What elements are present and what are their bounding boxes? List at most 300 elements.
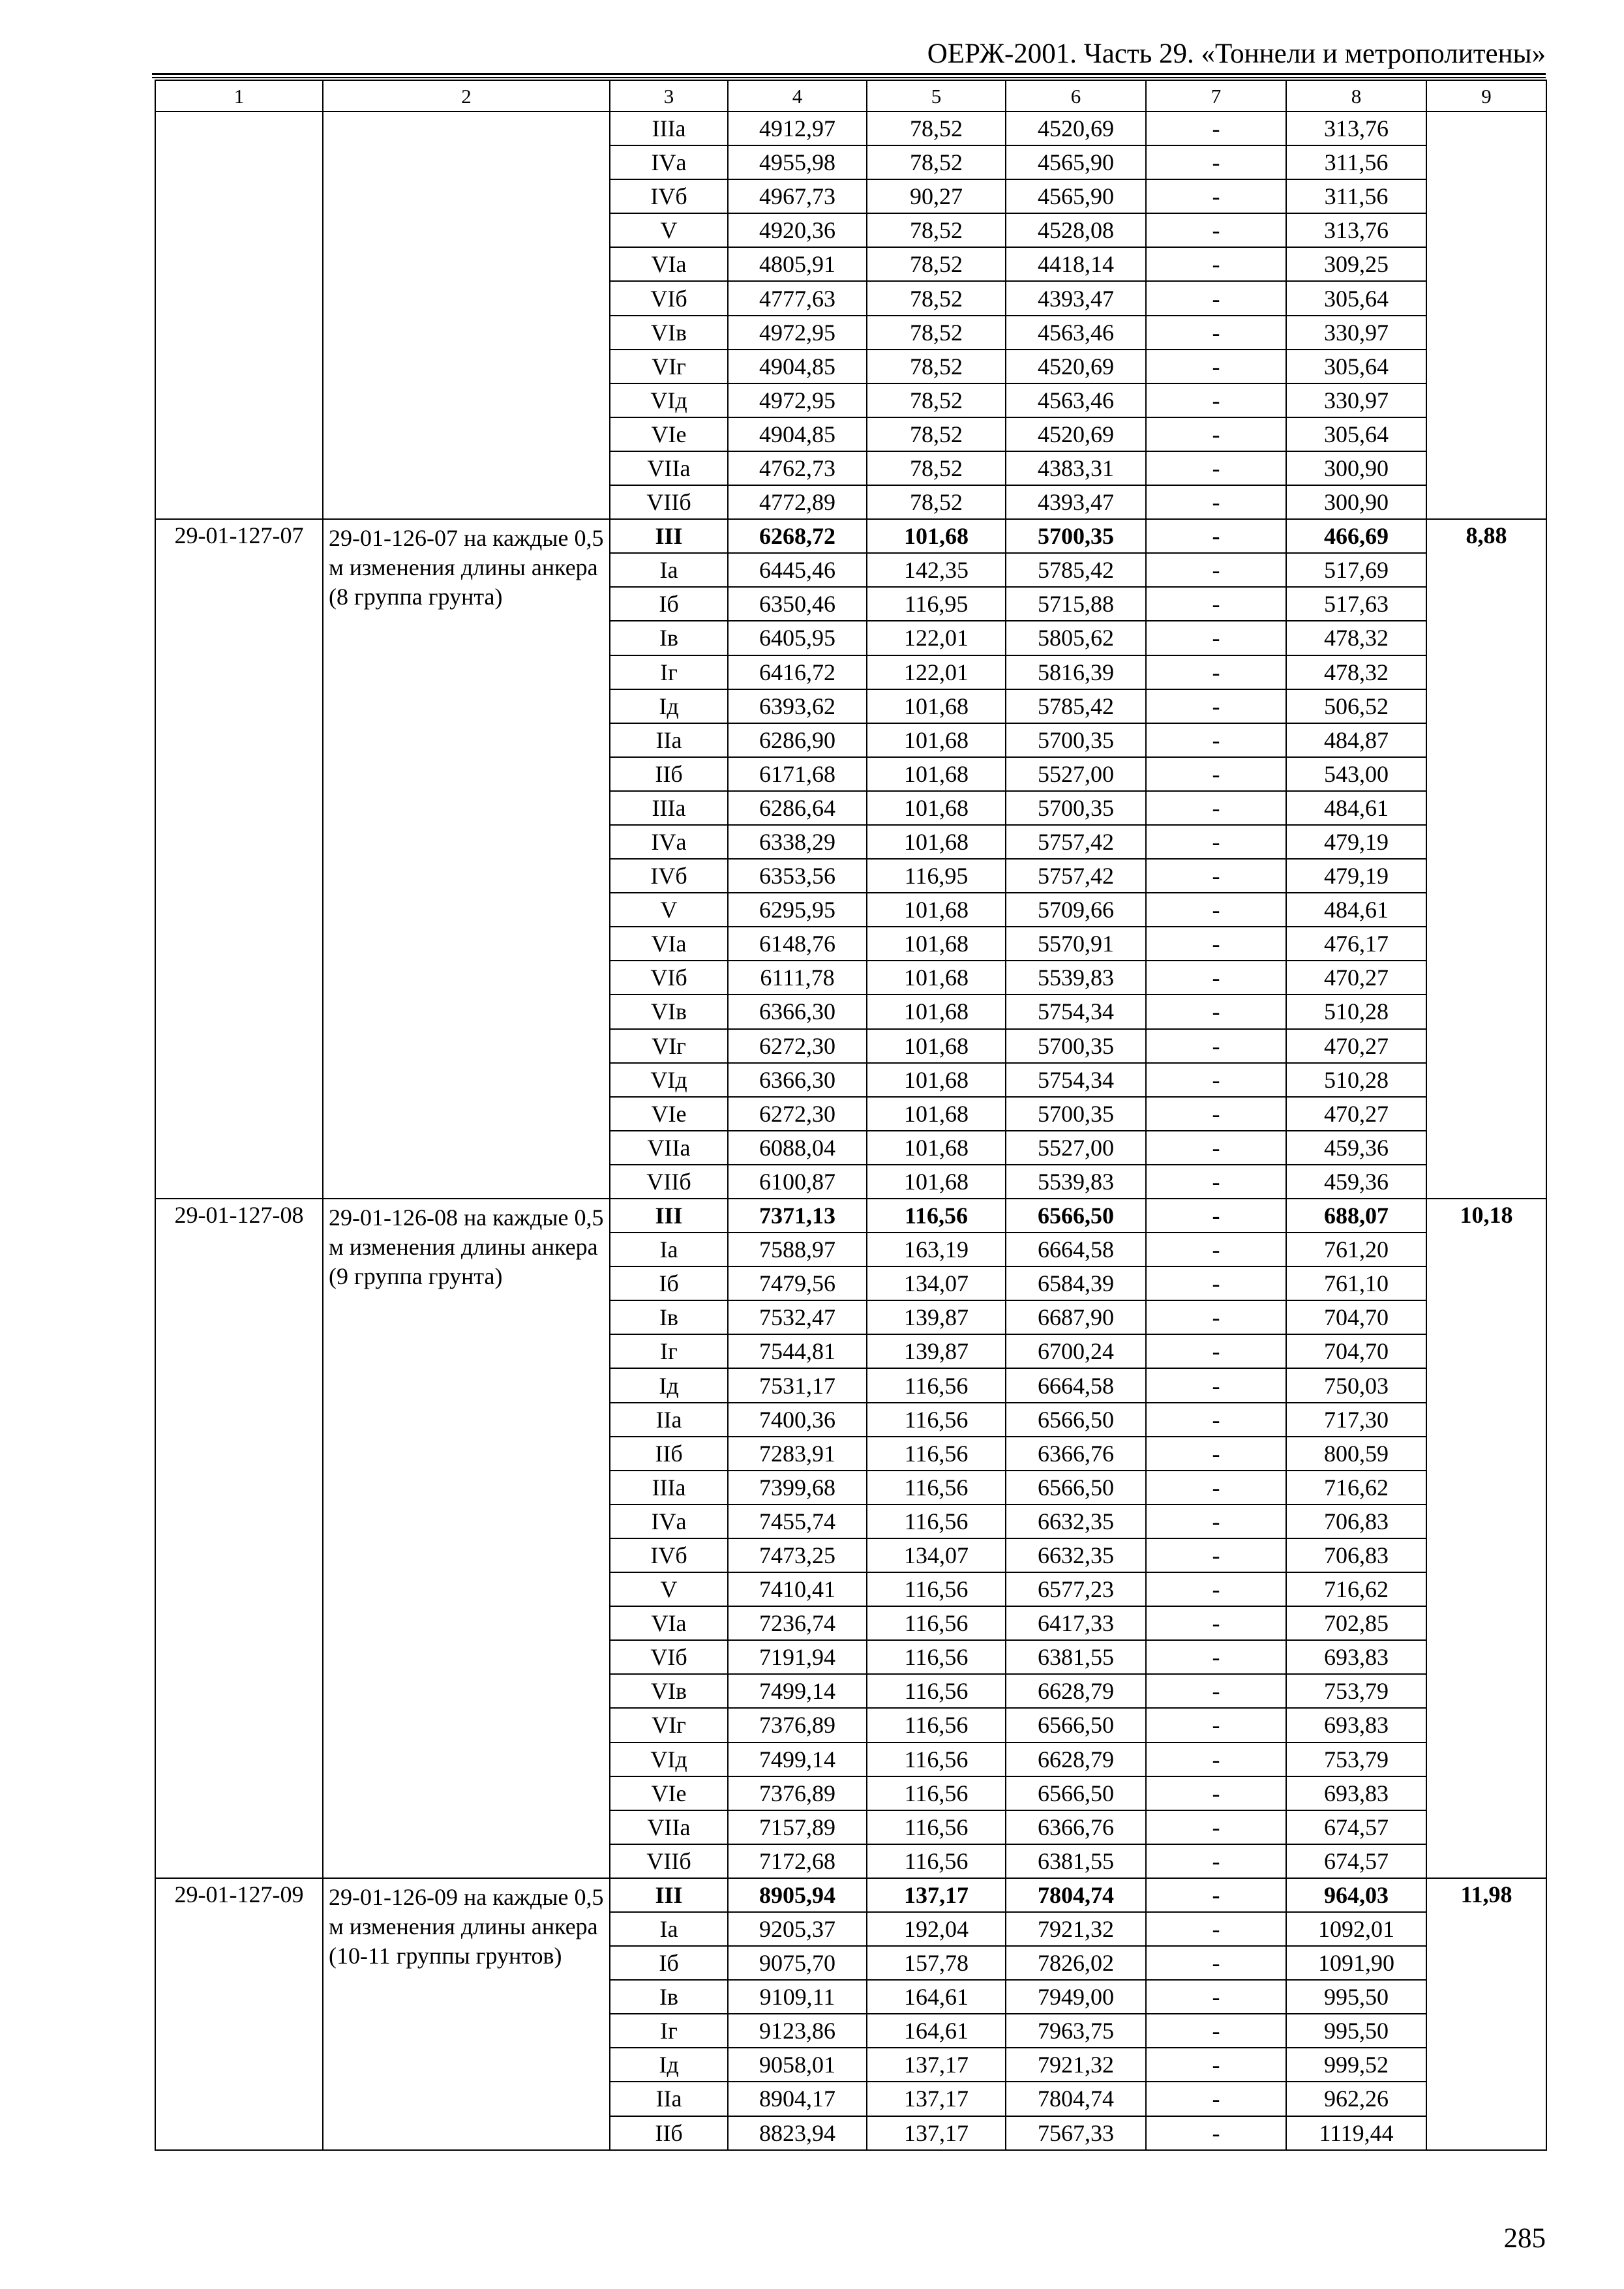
value-cell: 6366,30 <box>728 995 867 1028</box>
value-cell: 995,50 <box>1286 1980 1426 2014</box>
value-cell: 7236,74 <box>728 1606 867 1640</box>
value-cell: 6664,58 <box>1006 1368 1146 1402</box>
value-cell: 510,28 <box>1286 995 1426 1028</box>
value-cell: 8905,94 <box>728 1878 867 1912</box>
value-cell: 300,90 <box>1286 485 1426 519</box>
value-cell: 4972,95 <box>728 383 867 417</box>
value-cell: 4563,46 <box>1006 383 1146 417</box>
value-cell: 192,04 <box>867 1912 1006 1946</box>
value-cell: - <box>1146 587 1286 621</box>
value-cell: 5700,35 <box>1006 723 1146 757</box>
value-cell: 459,36 <box>1286 1131 1426 1165</box>
value-cell: 8904,17 <box>728 2082 867 2116</box>
value-cell: 7499,14 <box>728 1674 867 1708</box>
labor-cost-cell: 10,18 <box>1426 1199 1546 1878</box>
value-cell: 5754,34 <box>1006 1063 1146 1097</box>
value-cell: 116,56 <box>867 1471 1006 1504</box>
category-cell: V <box>610 1572 728 1606</box>
value-cell: 6366,76 <box>1006 1810 1146 1844</box>
value-cell: 479,19 <box>1286 859 1426 893</box>
value-cell: 761,20 <box>1286 1233 1426 1266</box>
value-cell: 116,56 <box>867 1437 1006 1471</box>
value-cell: 7544,81 <box>728 1334 867 1368</box>
category-cell: V <box>610 893 728 927</box>
value-cell: - <box>1146 1368 1286 1402</box>
value-cell: 753,79 <box>1286 1743 1426 1776</box>
value-cell: 4418,14 <box>1006 247 1146 281</box>
value-cell: 6381,55 <box>1006 1640 1146 1674</box>
category-cell: Iа <box>610 553 728 587</box>
rate-code: 29-01-127-08 <box>155 1199 323 1878</box>
category-cell: VIа <box>610 1606 728 1640</box>
rates-table <box>155 80 1547 2151</box>
value-cell: 5527,00 <box>1006 757 1146 791</box>
value-cell: 674,57 <box>1286 1810 1426 1844</box>
category-cell: Iд <box>610 689 728 723</box>
value-cell: - <box>1146 1097 1286 1131</box>
column-number: 8 <box>1286 80 1426 112</box>
value-cell: 78,52 <box>867 247 1006 281</box>
value-cell: - <box>1146 1946 1286 1980</box>
value-cell: 5700,35 <box>1006 1097 1146 1131</box>
document-title: ОЕРЖ-2001. Часть 29. «Тоннели и метрополитены» <box>927 38 1546 69</box>
value-cell: 137,17 <box>867 2116 1006 2150</box>
value-cell: 8823,94 <box>728 2116 867 2150</box>
value-cell: 478,32 <box>1286 655 1426 689</box>
value-cell: 6577,23 <box>1006 1572 1146 1606</box>
column-number-row <box>155 80 1546 112</box>
value-cell: - <box>1146 1844 1286 1878</box>
value-cell: - <box>1146 1810 1286 1844</box>
value-cell: 116,56 <box>867 1504 1006 1538</box>
value-cell: 4393,47 <box>1006 485 1146 519</box>
value-cell: 139,87 <box>867 1300 1006 1334</box>
value-cell: 6566,50 <box>1006 1471 1146 1504</box>
value-cell: - <box>1146 1199 1286 1233</box>
value-cell: 5715,88 <box>1006 587 1146 621</box>
value-cell: - <box>1146 2014 1286 2048</box>
page-number: 285 <box>1503 2223 1546 2254</box>
value-cell: 163,19 <box>867 1233 1006 1266</box>
rate-description: 29-01-126-09 на каждые 0,5 м изменения длины анкера (10-11 группы грунтов) <box>323 1878 610 2150</box>
value-cell: 693,83 <box>1286 1708 1426 1742</box>
value-cell: 674,57 <box>1286 1844 1426 1878</box>
value-cell: 78,52 <box>867 281 1006 315</box>
category-cell: VIд <box>610 1743 728 1776</box>
value-cell: 116,56 <box>867 1844 1006 1878</box>
value-cell: 4520,69 <box>1006 417 1146 451</box>
value-cell: - <box>1146 383 1286 417</box>
value-cell: 164,61 <box>867 1980 1006 2014</box>
value-cell: 5539,83 <box>1006 1165 1146 1199</box>
value-cell: - <box>1146 2048 1286 2082</box>
value-cell: 484,87 <box>1286 723 1426 757</box>
value-cell: - <box>1146 1572 1286 1606</box>
value-cell: - <box>1146 927 1286 961</box>
value-cell: 7376,89 <box>728 1708 867 1742</box>
value-cell: 4520,69 <box>1006 112 1146 145</box>
category-cell: Iг <box>610 2014 728 2048</box>
value-cell: 4520,69 <box>1006 350 1146 383</box>
value-cell: 1092,01 <box>1286 1912 1426 1946</box>
value-cell: 78,52 <box>867 112 1006 145</box>
category-cell: VIд <box>610 1063 728 1097</box>
value-cell: 78,52 <box>867 213 1006 247</box>
value-cell: 800,59 <box>1286 1437 1426 1471</box>
value-cell: 305,64 <box>1286 350 1426 383</box>
category-cell: Iг <box>610 655 728 689</box>
value-cell: - <box>1146 316 1286 350</box>
value-cell: 5539,83 <box>1006 961 1146 995</box>
category-cell: Iа <box>610 1233 728 1266</box>
category-cell: Iв <box>610 621 728 655</box>
value-cell: 101,68 <box>867 757 1006 791</box>
value-cell: 706,83 <box>1286 1504 1426 1538</box>
value-cell: 6272,30 <box>728 1097 867 1131</box>
value-cell: 1091,90 <box>1286 1946 1426 1980</box>
value-cell: 137,17 <box>867 2048 1006 2082</box>
value-cell: 470,27 <box>1286 1029 1426 1063</box>
value-cell: 6366,30 <box>728 1063 867 1097</box>
value-cell: 5754,34 <box>1006 995 1146 1028</box>
column-number: 7 <box>1146 80 1286 112</box>
value-cell: 4528,08 <box>1006 213 1146 247</box>
value-cell: 702,85 <box>1286 1606 1426 1640</box>
value-cell: 101,68 <box>867 961 1006 995</box>
category-cell: VIв <box>610 316 728 350</box>
value-cell: 6366,76 <box>1006 1437 1146 1471</box>
value-cell: 7400,36 <box>728 1403 867 1437</box>
value-cell: 704,70 <box>1286 1334 1426 1368</box>
value-cell: - <box>1146 1776 1286 1810</box>
value-cell: 116,56 <box>867 1403 1006 1437</box>
value-cell: 6286,64 <box>728 791 867 825</box>
value-cell: 6100,87 <box>728 1165 867 1199</box>
value-cell: 4565,90 <box>1006 179 1146 213</box>
category-cell: VIIб <box>610 1165 728 1199</box>
value-cell: 7191,94 <box>728 1640 867 1674</box>
value-cell: - <box>1146 859 1286 893</box>
value-cell: 9058,01 <box>728 2048 867 2082</box>
header-rule <box>152 73 1546 75</box>
column-number: 4 <box>728 80 867 112</box>
category-cell: IIб <box>610 1437 728 1471</box>
value-cell: - <box>1146 621 1286 655</box>
category-cell: IVб <box>610 859 728 893</box>
category-cell: IIа <box>610 1403 728 1437</box>
category-cell: V <box>610 213 728 247</box>
value-cell: 6584,39 <box>1006 1266 1146 1300</box>
value-cell: 761,10 <box>1286 1266 1426 1300</box>
value-cell: 6353,56 <box>728 859 867 893</box>
value-cell: - <box>1146 1437 1286 1471</box>
value-cell: 101,68 <box>867 1063 1006 1097</box>
value-cell: - <box>1146 1334 1286 1368</box>
value-cell: 5805,62 <box>1006 621 1146 655</box>
value-cell: 4920,36 <box>728 213 867 247</box>
value-cell: 6171,68 <box>728 757 867 791</box>
value-cell: 6148,76 <box>728 927 867 961</box>
value-cell: 4383,31 <box>1006 451 1146 485</box>
value-cell: 470,27 <box>1286 1097 1426 1131</box>
value-cell: 90,27 <box>867 179 1006 213</box>
category-cell: Iв <box>610 1980 728 2014</box>
value-cell: 134,07 <box>867 1538 1006 1572</box>
category-cell: VIIб <box>610 1844 728 1878</box>
value-cell: 693,83 <box>1286 1640 1426 1674</box>
value-cell: 6700,24 <box>1006 1334 1146 1368</box>
category-cell: VIг <box>610 1029 728 1063</box>
category-cell: Iв <box>610 1300 728 1334</box>
value-cell: 7283,91 <box>728 1437 867 1471</box>
value-cell: 5570,91 <box>1006 927 1146 961</box>
value-cell: 78,52 <box>867 145 1006 179</box>
value-cell: 5816,39 <box>1006 655 1146 689</box>
value-cell: 459,36 <box>1286 1165 1426 1199</box>
value-cell: - <box>1146 893 1286 927</box>
value-cell: 6111,78 <box>728 961 867 995</box>
value-cell: 517,63 <box>1286 587 1426 621</box>
value-cell: - <box>1146 961 1286 995</box>
value-cell: 7532,47 <box>728 1300 867 1334</box>
value-cell: 78,52 <box>867 485 1006 519</box>
value-cell: 7804,74 <box>1006 2082 1146 2116</box>
value-cell: - <box>1146 1063 1286 1097</box>
value-cell: 78,52 <box>867 417 1006 451</box>
category-cell: III <box>610 519 728 553</box>
value-cell: 300,90 <box>1286 451 1426 485</box>
category-cell: VIв <box>610 1674 728 1708</box>
value-cell: 142,35 <box>867 553 1006 587</box>
value-cell: 101,68 <box>867 825 1006 859</box>
category-cell: VIг <box>610 1708 728 1742</box>
value-cell: 7963,75 <box>1006 2014 1146 2048</box>
value-cell: 7399,68 <box>728 1471 867 1504</box>
value-cell: 6272,30 <box>728 1029 867 1063</box>
value-cell: 6416,72 <box>728 655 867 689</box>
value-cell: 4904,85 <box>728 417 867 451</box>
value-cell: 5700,35 <box>1006 791 1146 825</box>
value-cell: 7804,74 <box>1006 1878 1146 1912</box>
value-cell: 5785,42 <box>1006 553 1146 587</box>
value-cell: 4772,89 <box>728 485 867 519</box>
value-cell: 116,56 <box>867 1199 1006 1233</box>
value-cell: 5757,42 <box>1006 825 1146 859</box>
value-cell: 750,03 <box>1286 1368 1426 1402</box>
value-cell: - <box>1146 281 1286 315</box>
value-cell: 116,56 <box>867 1708 1006 1742</box>
value-cell: 693,83 <box>1286 1776 1426 1810</box>
category-cell: VIа <box>610 927 728 961</box>
value-cell: 484,61 <box>1286 791 1426 825</box>
value-cell: - <box>1146 1504 1286 1538</box>
value-cell: 5700,35 <box>1006 1029 1146 1063</box>
value-cell: 6628,79 <box>1006 1674 1146 1708</box>
column-number: 9 <box>1426 80 1546 112</box>
value-cell: 4912,97 <box>728 112 867 145</box>
value-cell: 510,28 <box>1286 1063 1426 1097</box>
value-cell: 6405,95 <box>728 621 867 655</box>
category-cell: VIе <box>610 417 728 451</box>
category-cell: IIа <box>610 723 728 757</box>
value-cell: 7921,32 <box>1006 1912 1146 1946</box>
category-cell: Iд <box>610 2048 728 2082</box>
value-cell: 7376,89 <box>728 1776 867 1810</box>
value-cell: 9205,37 <box>728 1912 867 1946</box>
value-cell: - <box>1146 1980 1286 2014</box>
value-cell: - <box>1146 825 1286 859</box>
value-cell: - <box>1146 1743 1286 1776</box>
value-cell: 6088,04 <box>728 1131 867 1165</box>
value-cell: - <box>1146 1165 1286 1199</box>
value-cell: - <box>1146 1674 1286 1708</box>
value-cell: 6632,35 <box>1006 1504 1146 1538</box>
value-cell: 999,52 <box>1286 2048 1426 2082</box>
value-cell: 122,01 <box>867 621 1006 655</box>
value-cell: 311,56 <box>1286 145 1426 179</box>
value-cell: 305,64 <box>1286 417 1426 451</box>
value-cell: 101,68 <box>867 927 1006 961</box>
value-cell: 716,62 <box>1286 1471 1426 1504</box>
value-cell: 7455,74 <box>728 1504 867 1538</box>
value-cell: - <box>1146 350 1286 383</box>
category-cell: IVб <box>610 179 728 213</box>
value-cell: 116,95 <box>867 859 1006 893</box>
value-cell: - <box>1146 655 1286 689</box>
value-cell: 134,07 <box>867 1266 1006 1300</box>
category-cell: VIг <box>610 350 728 383</box>
value-cell: - <box>1146 1029 1286 1063</box>
value-cell: - <box>1146 1233 1286 1266</box>
category-cell: Iг <box>610 1334 728 1368</box>
value-cell: 330,97 <box>1286 383 1426 417</box>
category-cell: VIв <box>610 995 728 1028</box>
value-cell: - <box>1146 553 1286 587</box>
value-cell: 6381,55 <box>1006 1844 1146 1878</box>
category-cell: VIа <box>610 247 728 281</box>
value-cell: 7531,17 <box>728 1368 867 1402</box>
value-cell: 4777,63 <box>728 281 867 315</box>
value-cell: - <box>1146 213 1286 247</box>
labor-cost-cell: 11,98 <box>1426 1878 1546 2150</box>
value-cell: 4805,91 <box>728 247 867 281</box>
value-cell: 964,03 <box>1286 1878 1426 1912</box>
value-cell: 101,68 <box>867 689 1006 723</box>
category-cell: VIб <box>610 281 728 315</box>
header-rule-thin <box>152 77 1546 78</box>
category-cell: Iб <box>610 1946 728 1980</box>
value-cell: 137,17 <box>867 2082 1006 2116</box>
labor-cost-cell: 8,88 <box>1426 519 1546 1199</box>
value-cell: 7172,68 <box>728 1844 867 1878</box>
category-cell: IIб <box>610 2116 728 2150</box>
value-cell: - <box>1146 1606 1286 1640</box>
category-cell: VIд <box>610 383 728 417</box>
value-cell: 6417,33 <box>1006 1606 1146 1640</box>
value-cell: 4563,46 <box>1006 316 1146 350</box>
value-cell: 137,17 <box>867 1878 1006 1912</box>
value-cell: - <box>1146 451 1286 485</box>
value-cell: 309,25 <box>1286 247 1426 281</box>
value-cell: 4762,73 <box>728 451 867 485</box>
value-cell: - <box>1146 723 1286 757</box>
value-cell: 6566,50 <box>1006 1708 1146 1742</box>
value-cell: 7588,97 <box>728 1233 867 1266</box>
value-cell: 101,68 <box>867 1097 1006 1131</box>
value-cell: - <box>1146 2116 1286 2150</box>
value-cell: 7479,56 <box>728 1266 867 1300</box>
value-cell: - <box>1146 1878 1286 1912</box>
value-cell: 4565,90 <box>1006 145 1146 179</box>
value-cell: 717,30 <box>1286 1403 1426 1437</box>
table-row <box>155 1199 1546 1233</box>
table-row <box>155 112 1546 145</box>
value-cell: 101,68 <box>867 1029 1006 1063</box>
value-cell: 330,97 <box>1286 316 1426 350</box>
category-cell: IVа <box>610 145 728 179</box>
value-cell: 5700,35 <box>1006 519 1146 553</box>
value-cell: - <box>1146 995 1286 1028</box>
value-cell: 101,68 <box>867 995 1006 1028</box>
value-cell: 101,68 <box>867 723 1006 757</box>
rate-description <box>323 112 610 519</box>
page-header <box>152 35 1546 77</box>
value-cell: 688,07 <box>1286 1199 1426 1233</box>
value-cell: 101,68 <box>867 1131 1006 1165</box>
value-cell: 6350,46 <box>728 587 867 621</box>
value-cell: 313,76 <box>1286 213 1426 247</box>
value-cell: - <box>1146 689 1286 723</box>
category-cell: IIб <box>610 757 728 791</box>
value-cell: 116,95 <box>867 587 1006 621</box>
category-cell: VIб <box>610 1640 728 1674</box>
category-cell: IIа <box>610 2082 728 2116</box>
value-cell: - <box>1146 1131 1286 1165</box>
value-cell: 7826,02 <box>1006 1946 1146 1980</box>
value-cell: 753,79 <box>1286 1674 1426 1708</box>
value-cell: 995,50 <box>1286 2014 1426 2048</box>
column-number: 1 <box>155 80 323 112</box>
value-cell: 101,68 <box>867 893 1006 927</box>
value-cell: - <box>1146 1266 1286 1300</box>
value-cell: 116,56 <box>867 1368 1006 1402</box>
value-cell: 6632,35 <box>1006 1538 1146 1572</box>
value-cell: 7371,13 <box>728 1199 867 1233</box>
value-cell: - <box>1146 2082 1286 2116</box>
rate-code: 29-01-127-07 <box>155 519 323 1199</box>
value-cell: - <box>1146 791 1286 825</box>
value-cell: 6664,58 <box>1006 1233 1146 1266</box>
category-cell: Iб <box>610 587 728 621</box>
value-cell: 9123,86 <box>728 2014 867 2048</box>
value-cell: 7567,33 <box>1006 2116 1146 2150</box>
category-cell: VIе <box>610 1776 728 1810</box>
value-cell: 4393,47 <box>1006 281 1146 315</box>
value-cell: 517,69 <box>1286 553 1426 587</box>
value-cell: - <box>1146 247 1286 281</box>
value-cell: 7949,00 <box>1006 1980 1146 2014</box>
value-cell: 101,68 <box>867 1165 1006 1199</box>
value-cell: 78,52 <box>867 316 1006 350</box>
value-cell: - <box>1146 1640 1286 1674</box>
value-cell: 6687,90 <box>1006 1300 1146 1334</box>
column-number: 3 <box>610 80 728 112</box>
value-cell: - <box>1146 145 1286 179</box>
value-cell: 7921,32 <box>1006 2048 1146 2082</box>
category-cell: III <box>610 1199 728 1233</box>
value-cell: 116,56 <box>867 1810 1006 1844</box>
rate-code: 29-01-127-09 <box>155 1878 323 2150</box>
